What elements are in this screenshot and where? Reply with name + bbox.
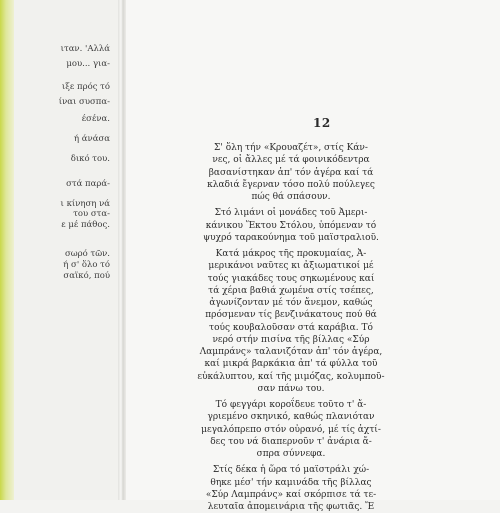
paragraph: [132, 207, 450, 244]
text-line: ἀγωνίζονταν μέ τόν ἄνεμον, καθώς: [209, 298, 373, 308]
text-line: τούς κουβαλοῦσαν στά καράβια. Τό: [209, 322, 373, 333]
text-line: μεγαλόπρεπο στόν οὐρανό, μέ τίς ἀχτί-: [201, 424, 381, 435]
previous-page-line: σαϊκό, πού: [63, 271, 110, 281]
text-line: σαν πάνω του.: [257, 383, 325, 394]
text-line: θηκε μέσ' τήν καμινάδα τῆς βίλλας: [210, 477, 372, 488]
previous-page-line: σωρό τῶν.: [64, 249, 110, 259]
text-line: γριεμένο σκηνικό, καθώς πλανιόταν: [207, 412, 375, 423]
previous-page-line: ή σ' ὅλο τό: [63, 260, 110, 270]
text-line: Λαμπράνς» ταλανιζόταν ἀπ' τόν ἀγέρα,: [199, 347, 383, 357]
previous-page-line: ιταν. 'Αλλά: [60, 44, 110, 54]
chapter-text: [132, 142, 450, 513]
text-line: λευταῖα ἀπομεινάρια τῆς φωτιᾶς. Ἔ: [207, 502, 375, 512]
text-line: Τό φεγγάρι κοροΐδευε τοῦτο τ' ἄ-: [215, 400, 367, 410]
page-number: 12: [313, 116, 331, 130]
page-edge-strip: [0, 0, 14, 500]
previous-page-line: έσένα.: [81, 114, 110, 124]
current-page: [126, 0, 500, 512]
paragraph: [132, 248, 450, 395]
text-line: Στίς δέκα ἡ ὥρα τό μαϊστράλι χώ-: [212, 465, 370, 476]
text-line: νερό στήν πισίνα τῆς βίλλας «Σύρ: [212, 334, 370, 345]
previous-page-line: ή άνάσα: [74, 134, 110, 144]
paragraph: [132, 142, 450, 203]
text-line: Σ' ὅλη τήν «Κρουαζέτ», στίς Κάν-: [214, 143, 368, 153]
previous-page-line: ιξε πρός τό: [61, 82, 110, 92]
text-line: μερικάνοι ναῦτες κι ἀξιωματικοί μέ: [208, 261, 374, 272]
book-gutter: [118, 0, 126, 500]
text-line: «Σύρ Λαμπράνς» καί σκόρπισε τά τε-: [205, 489, 377, 500]
text-line: καί μικρά βαρκάκια ἀπ' τά φύλλα τοῦ: [204, 359, 378, 370]
text-line: Κατά μάκρος τῆς προκυμαίας, Ἀ-: [215, 249, 367, 259]
previous-page-line: στά παρά-: [66, 179, 110, 189]
text-line: ψυχρό ταρακούνημα τοῦ μαϊστραλιοῦ.: [203, 232, 379, 243]
text-line: τούς γιακάδες τους σηκωμένους καί: [207, 273, 375, 284]
text-line: σπρα σύννεφα.: [256, 449, 326, 459]
previous-page-line: του στα-: [73, 209, 110, 219]
text-line: Στό λιμάνι οἱ μονάδες τοῦ Ἀμερι-: [214, 208, 368, 219]
text-line: πώς θά σπάσουν.: [251, 192, 331, 202]
paragraph: [132, 464, 450, 513]
previous-page-line: ίναι συσπα-: [58, 97, 110, 107]
text-line: πρόσμεναν τίς βενζινάκατους πού θά: [205, 310, 377, 321]
previous-page-line: ε μέ πάθος.: [61, 220, 110, 230]
paragraph: [132, 399, 450, 460]
text-line: εὐκάλυπτου, καί τῆς μιμόζας, κολυμποῦ-: [197, 371, 385, 382]
previous-page-line: μου... για-: [66, 59, 110, 69]
previous-page-line: δικό του.: [70, 154, 110, 164]
text-line: δες του νά διαπερνοῦν τ' ἀνάρια ἄ-: [210, 436, 372, 447]
previous-page: [14, 0, 118, 500]
text-line: νες, οἱ ἄλλες μέ τά φοινικόδεντρα: [212, 155, 370, 166]
text-line: κλαδιά ἔγερναν τόσο πολύ πούλεγες: [207, 179, 375, 190]
text-line: κάνικου Ἕκτου Στόλου, ὑπόμεναν τό: [205, 220, 377, 231]
text-line: τά χέρια βαθιά χωμένα στίς τσέπες,: [208, 285, 374, 296]
previous-page-line: ι κίνηση νά: [60, 199, 110, 209]
text-line: βασανίστηκαν ἀπ' τόν ἀγέρα καί τά: [208, 167, 374, 178]
